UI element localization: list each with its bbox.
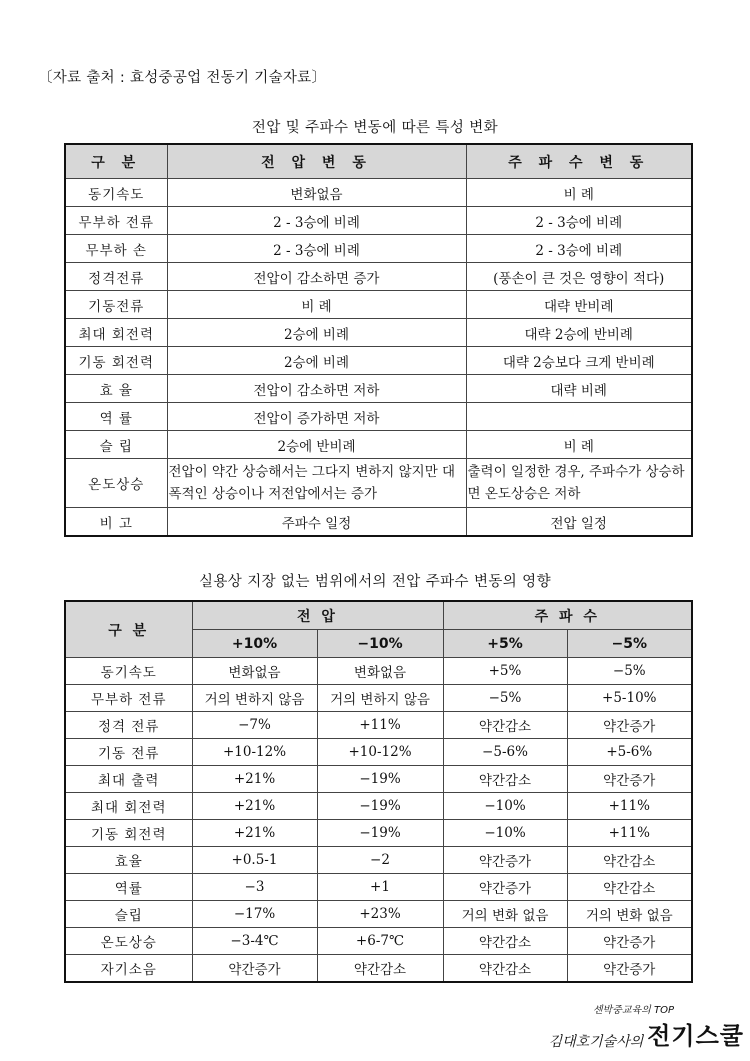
row-label: 최대 회전력 [65,319,167,347]
table-cell: +11% [567,820,692,847]
table-cell: 전압이 증가하면 저하 [167,403,466,431]
table-cell: −17% [192,901,317,928]
table-cell: −19% [317,793,443,820]
table-row [65,403,692,431]
row-label: 온도상승 [65,459,167,508]
table-row [65,347,692,375]
table-cell: 변화없음 [167,179,466,207]
row-label: 역률 [65,874,192,901]
table-cell: −5% [443,685,567,712]
table-row [65,874,692,901]
table-cell: 전압 일정 [466,508,692,537]
table-cell: 약간감소 [567,847,692,874]
row-label: 효 율 [65,375,167,403]
row-label: 기동 회전력 [65,347,167,375]
table-row [65,766,692,793]
table-cell: −3-4℃ [192,928,317,955]
table-cell: 변화없음 [192,658,317,685]
logo-tagline: 센박중교육의 TOP [592,1005,674,1016]
row-label: 무부하 전류 [65,685,192,712]
table-cell: 약간증가 [567,955,692,983]
table-cell: (풍손이 큰 것은 영향이 적다) [466,263,692,291]
table-cell: 거의 변화 없음 [567,901,692,928]
table-row [65,793,692,820]
table-cell: 거의 변하지 않음 [192,685,317,712]
table-cell: 약간감소 [567,874,692,901]
table-cell: −5-6% [443,739,567,766]
table-cell: −19% [317,766,443,793]
table-cell: +5% [443,658,567,685]
table-cell: −10% [443,793,567,820]
table-cell [466,403,692,431]
table-cell: +23% [317,901,443,928]
table-cell: 약간감소 [443,712,567,739]
table-cell: +6-7℃ [317,928,443,955]
table-cell: 약간감소 [443,955,567,983]
table-cell: +21% [192,820,317,847]
table-cell: −2 [317,847,443,874]
table-row [65,847,692,874]
table-row [65,955,692,983]
header-category: 구 분 [65,601,192,658]
row-label: 정격전류 [65,263,167,291]
table-row [65,375,692,403]
row-label: 무부하 손 [65,235,167,263]
table-row [65,820,692,847]
table-cell: 비 례 [167,291,466,319]
table-cell: 비 례 [466,431,692,459]
table-cell: 2 - 3승에 비례 [167,207,466,235]
table-cell: 약간증가 [567,766,692,793]
table-row [65,263,692,291]
row-label: 정격 전류 [65,712,192,739]
table-cell: 약간증가 [567,712,692,739]
row-label: 동기속도 [65,658,192,685]
table-cell: 거의 변화 없음 [443,901,567,928]
table-cell: 주파수 일정 [167,508,466,537]
table-row [65,928,692,955]
table-cell: 약간감소 [317,955,443,983]
row-label: 최대 출력 [65,766,192,793]
table-cell: 약간증가 [192,955,317,983]
source-note: 〔자료 출처 : 효성중공업 전동기 기술자료〕 [38,70,327,86]
table-cell: +10-12% [317,739,443,766]
header-frequency: 주 파 수 [443,601,692,630]
row-label: 최대 회전력 [65,793,192,820]
table-cell: −5% [567,658,692,685]
header-category: 구 분 [65,144,167,179]
table-cell: +1 [317,874,443,901]
header-voltage: 전 압 [192,601,443,630]
header-frequency-change: 주 파 수 변 동 [466,144,692,179]
table-row [65,712,692,739]
table-cell: +10-12% [192,739,317,766]
table-row [65,459,692,508]
row-label: 기동전류 [65,291,167,319]
logo-brand: 전기스쿨 [647,1022,744,1050]
table-row [65,431,692,459]
table-cell: 2 - 3승에 비례 [167,235,466,263]
table-row [65,739,692,766]
row-label: 동기속도 [65,179,167,207]
row-label: 비 고 [65,508,167,537]
table-cell: −19% [317,820,443,847]
row-label: 무부하 전류 [65,207,167,235]
header-frequency-plus5: +5% [443,630,567,658]
table-row [65,658,692,685]
table-cell: +21% [192,766,317,793]
table-cell: 2 - 3승에 비례 [466,235,692,263]
row-label: 기동 회전력 [65,820,192,847]
table-cell: 대략 2승에 반비례 [466,319,692,347]
table-row [65,207,692,235]
table-cell: 2 - 3승에 비례 [466,207,692,235]
table-cell: −3 [192,874,317,901]
table-cell: 약간감소 [443,928,567,955]
row-label: 효율 [65,847,192,874]
table-row [65,319,692,347]
table-cell: 거의 변하지 않음 [317,685,443,712]
table2-caption: 실용상 지장 없는 범위에서의 전압 주파수 변동의 영향 [198,574,552,590]
table-cell: 대략 반비례 [466,291,692,319]
table-cell: 전압이 감소하면 증가 [167,263,466,291]
table-cell: 약간증가 [443,847,567,874]
table-cell: +11% [567,793,692,820]
table-row [65,901,692,928]
table-cell: 약간감소 [443,766,567,793]
table-cell: 대략 2승보다 크게 반비례 [466,347,692,375]
table-cell: +11% [317,712,443,739]
table-cell: 전압이 약간 상승해서는 그다지 변하지 않지만 대폭적인 상승이나 저전압에서는 증가 [167,459,466,508]
table-cell: 2승에 비례 [167,319,466,347]
table-row [65,291,692,319]
header-voltage-change: 전 압 변 동 [167,144,466,179]
header-voltage-plus10: +10% [192,630,317,658]
header-frequency-minus5: −5% [567,630,692,658]
brand-logo [549,1001,744,1051]
row-label: 슬 립 [65,431,167,459]
table-cell: 2승에 비례 [167,347,466,375]
table-cell: 변화없음 [317,658,443,685]
row-label: 기동 전류 [65,739,192,766]
row-label: 온도상승 [65,928,192,955]
header-voltage-minus10: −10% [317,630,443,658]
table-cell: 출력이 일정한 경우, 주파수가 상승하면 온도상승은 저하 [466,459,692,508]
table-cell: 전압이 감소하면 저하 [167,375,466,403]
voltage-frequency-characteristics-table [64,143,693,537]
logo-signature: 김대호기술사의 [548,1034,644,1050]
table-cell: 2승에 반비례 [167,431,466,459]
row-label: 슬립 [65,901,192,928]
table-cell: 약간증가 [567,928,692,955]
table-cell: +0.5-1 [192,847,317,874]
table-row [65,235,692,263]
table1-caption: 전압 및 주파수 변동에 따른 특성 변화 [251,120,499,136]
table-cell: 대략 비례 [466,375,692,403]
table-row [65,508,692,537]
table-cell: 비 례 [466,179,692,207]
table-cell: 약간증가 [443,874,567,901]
table-cell: −10% [443,820,567,847]
row-label: 자기소음 [65,955,192,983]
table-cell: +5-6% [567,739,692,766]
row-label: 역 률 [65,403,167,431]
variation-effects-table [64,600,693,983]
table-row [65,179,692,207]
table-cell: −7% [192,712,317,739]
table-cell: +21% [192,793,317,820]
table-row [65,685,692,712]
table-cell: +5-10% [567,685,692,712]
